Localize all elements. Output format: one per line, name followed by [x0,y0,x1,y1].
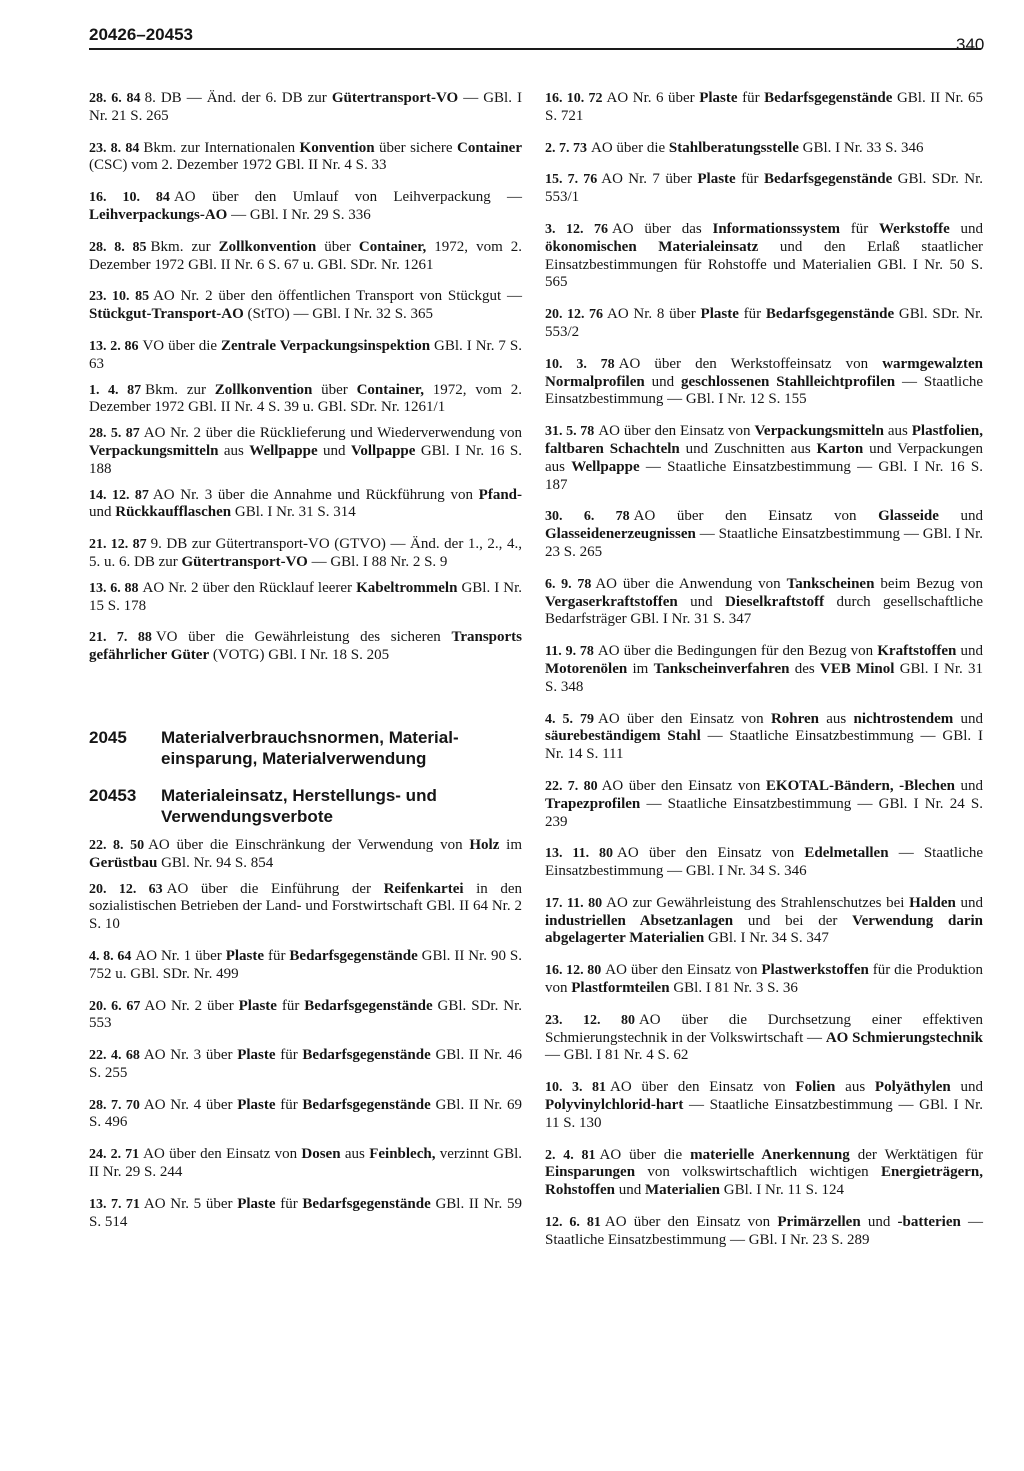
entry-text: Bkm. zur Internationalen [143,139,300,156]
keyword-text: Glasseidenerzeugnissen [545,526,696,543]
entry-text: GBl. I Nr. 34 S. 347 [704,930,829,947]
entry-text: verzinnt GBl. II Nr. 29 S. 244 [89,1146,522,1181]
keyword-text: Edelmetallen [804,845,889,862]
keyword-text: Verwendung darin abgelagerter Materialien [545,912,984,947]
entry-text: von volkswirtschaftlich wichtigen [635,1164,881,1181]
keyword-text: Tankscheinen [786,575,875,592]
entry-text: AO über den Werkstoffeinsatz von [618,355,883,372]
entry-date: 22. 8. 50 [89,837,145,853]
entry-text: AO über den Umlauf von Leihverpackung — [173,189,522,206]
keyword-text: Zentrale Verpackungsinspektion [221,337,431,354]
entry-text: und [615,1182,645,1199]
entry-date: 16. 10. 84 [89,190,170,206]
entry-text: AO Nr. 8 über [606,306,701,323]
entry-text: VO über die [142,337,222,354]
entry-text: GBl. Nr. 94 S. 854 [157,854,274,871]
entry-text: Bkm. zur [145,381,215,398]
entry-date: 23. 8. 84 [89,140,140,156]
running-header-range: 20426–20453 [89,25,194,44]
keyword-text: Plastfolien, faltbaren Schachteln [545,423,983,457]
keyword-text: Einsparungen [545,1164,636,1181]
entry-date: 15. 7. 76 [545,172,598,188]
entry-text: GBl. II Nr. 65 S. 721 [545,90,984,124]
entry-text: aus [835,1079,875,1096]
law-entry [89,189,522,225]
entry-date: 2. 4. 81 [545,1147,596,1163]
law-entry [545,90,983,126]
entry-text: GBl. I Nr. 31 S. 348 [545,660,983,695]
keyword-text: Plastformteilen [571,980,670,997]
keyword-text: Leihverpackungs-AO [89,206,228,223]
keyword-text: ökonomischen Materialeinsatz [545,238,759,255]
keyword-text: Verpackungsmitteln [754,423,884,440]
entry-date: 4. 8. 64 [89,948,132,964]
keyword-text: Dosen [301,1146,341,1163]
keyword-text: Karton [816,440,864,457]
entry-date: 16. 12. 80 [545,963,602,979]
entry-text: für [738,306,766,323]
entry-date: 22. 4. 68 [89,1048,140,1064]
keyword-text: Feinblech, [369,1146,436,1163]
entry-text: — GBl. I 81 Nr. 4 S. 62 [545,1047,689,1064]
entry-date: 3. 12. 76 [545,221,608,237]
entry-text: AO Nr. 2 über den öffentlichen Transport von Stückgut — [153,288,522,305]
entry-text: Bkm. zur [150,238,219,255]
entry-text: und Zuschnitten aus [679,440,817,457]
section-code: 20453 [89,785,137,805]
entry-text: und den Erlaß staatlicher Einsatzbestimmungen für Rohstoffe und Materialien GBl. I Nr. 50 S. 565 [545,238,983,291]
entry-text: und [89,504,116,521]
entry-text: AO Nr. 6 über [606,90,700,106]
keyword-text: Polyvinylchlorid-hart [545,1097,684,1114]
entry-text: — Staatliche Einsatzbestimmung — GBl. I Nr. 24 S. 239 [545,795,983,830]
keyword-text: Container [457,139,522,156]
keyword-text: Wellpappe [571,458,640,475]
entry-text: für [276,997,305,1014]
law-entry [545,895,983,948]
right-column [545,90,983,1250]
entry-text: GBl. II Nr. 69 S. 496 [89,1096,523,1131]
entry-date: 21. 12. 87 [89,537,147,553]
law-entry [89,425,522,478]
left-entries-transport [89,90,522,665]
entry-text: und [317,442,351,459]
entry-text: und bei der [733,912,853,929]
keyword-text: Folien [795,1079,836,1096]
keyword-text: Vollpappe [350,442,416,459]
entry-text: und [938,508,984,525]
keyword-text: Plaste [700,306,739,323]
law-entry [545,171,983,207]
entry-text: 8. DB — Änd. der 6. DB zur [144,90,332,106]
law-entry [545,643,983,696]
entry-text: AO über das [611,220,713,237]
entry-date: 4. 5. 79 [545,711,595,727]
law-entry [89,1047,522,1083]
entry-date: 11. 9. 78 [545,644,594,660]
law-entry [89,338,522,374]
entry-text: der Werktätigen für [849,1146,984,1163]
entry-text: — Staatliche Einsatzbestimmung — GBl. I Nr. 23 S. 265 [545,526,983,560]
entry-text: und [950,1079,984,1096]
entry-text: AO Nr. 2 über den Rücklauf leerer [142,579,357,596]
entry-text: für [275,1195,303,1212]
law-entry [89,90,522,126]
entry-text: AO über die Einschränkung der Verwendung von [148,836,470,853]
entry-text: AO über den Einsatz von [610,1079,796,1096]
entry-text: — Staatliche Einsatzbestimmung — GBl. I Nr. 16 S. 187 [545,458,983,493]
keyword-text: Trapezprofilen [545,795,641,812]
entry-text: beim Bezug von [874,575,983,592]
header-rule [89,48,981,50]
entry-text: GBl. SDr. Nr. 553/2 [545,306,983,340]
entry-text: AO über den Einsatz von [598,423,755,440]
entry-text: AO Nr. 2 über [144,997,239,1014]
entry-text: für [275,1047,303,1064]
entry-date: 23. 12. 80 [545,1012,635,1028]
law-entry [545,845,983,881]
keyword-text: Reifenkartei [383,880,464,897]
keyword-text: Kraftstoffen [877,643,957,660]
entry-text: (CSC) vom 2. Dezember 1972 GBl. II Nr. 4 S. 33 [89,157,387,174]
law-entry [89,288,522,324]
left-column [89,90,522,1231]
keyword-text: Zollkonvention [218,238,317,255]
entry-text: — Staatliche Einsatzbestimmung — GBl. I Nr. 11 S. 130 [545,1097,983,1131]
keyword-text: EKOTAL-Bändern, -Blechen [765,777,955,794]
law-entry [89,580,522,616]
entry-text: GBl. I Nr. 31 S. 314 [231,504,356,521]
entry-text: AO Nr. 5 über [143,1195,238,1212]
entry-text: GBl. II Nr. 90 S. 752 u. GBl. SDr. Nr. 499 [89,947,523,982]
law-entry [545,508,983,561]
law-entry [89,239,522,275]
law-entry [545,576,983,629]
entry-text: für [839,220,879,237]
keyword-text: Verpackungsmitteln [89,442,219,459]
entry-text: (StTO) — GBl. I Nr. 32 S. 365 [243,306,434,323]
entry-text: AO über den Einsatz von [598,710,771,727]
entry-date: 2. 7. 73 [545,140,587,156]
entry-date: 28. 5. 87 [89,426,140,442]
keyword-text: Bedarfsgegenstände [304,997,433,1014]
keyword-text: -batterien [897,1214,961,1231]
entry-text: AO über die [599,1146,691,1163]
entry-text: GBl. II Nr. 46 S. 255 [89,1047,523,1081]
entry-text: und [956,643,983,660]
section-heading-20453 [89,785,522,827]
entry-text: AO über die Einführung der [166,880,384,897]
entry-text: AO Nr. 3 über [143,1047,238,1064]
entry-text: (VOTG) GBl. I Nr. 18 S. 205 [209,647,390,664]
keyword-text: Plaste [237,1195,276,1212]
entry-text: über [316,238,359,255]
keyword-text: Stahlberatungsstelle [668,139,799,156]
entry-text: — Staatliche Einsatzbestimmung — GBl. I Nr. 14 S. 111 [545,728,983,763]
entry-text: aus [819,710,854,727]
keyword-text: Dieselkraftstoff [725,593,825,610]
keyword-text: Rückkaufflaschen [115,504,232,521]
keyword-text: Container, [356,381,424,398]
law-entry [89,837,522,873]
keyword-text: Bedarfsgegenstände [764,90,893,106]
law-entry [89,1146,522,1182]
keyword-text: Materialien [645,1182,720,1199]
keyword-text: Energieträgern, Rohstoffen [545,1164,983,1199]
entry-text: für [275,1096,303,1113]
law-entry [89,536,522,572]
entry-text: AO über den Einsatz von [601,777,766,794]
section-code: 2045 [89,727,127,747]
section-heading-2045 [89,727,522,769]
entry-text: für die Produktion von [545,962,983,997]
keyword-text: warmgewalzten Normalprofilen [545,355,984,390]
entry-date: 28. 6. 84 [89,91,141,106]
entry-text: AO über den Einsatz von [143,1146,302,1163]
entry-date: 12. 6. 81 [545,1215,601,1231]
entry-text: — Staatliche Einsatzbestimmung — GBl. I Nr. 12 S. 155 [545,373,984,408]
entry-date: 17. 11. 80 [545,895,603,911]
law-entry [545,221,983,292]
keyword-text: Primärzellen [777,1214,861,1231]
entry-text: für [735,171,764,188]
entry-text: AO über die Durchsetzung einer effektiven Schmierungstechnik in der Volkswirtschaft — [545,1011,983,1046]
keyword-text: Motorenölen [545,660,628,677]
keyword-text: Container, [358,238,427,255]
entry-text: GBl. I Nr. 7 S. 63 [89,337,522,372]
entry-date: 23. 10. 85 [89,289,150,305]
keyword-text: Polyäthylen [874,1079,951,1096]
right-entries [545,90,983,1250]
law-entry [89,487,522,523]
keyword-text: Plaste [238,997,277,1014]
entry-text: im [627,660,654,677]
entry-text: AO Nr. 2 über die Rücklieferung und Wiederverwendung von [143,425,522,442]
entry-date: 31. 5. 78 [545,424,595,440]
entry-date: 28. 7. 70 [89,1097,140,1113]
entry-text: und [955,894,984,911]
law-entry [89,140,522,176]
section-title: Materialverbrauchsnormen, Material- einsparung, Materialverwendung [161,727,459,768]
keyword-text: Bedarfsgegenstände [765,306,895,323]
keyword-text: Pfand- [478,486,522,503]
law-entry [545,1214,983,1250]
entry-text: durch gesellschaftliche Bedarfsträger GBl. I Nr. 31 S. 347 [545,593,983,628]
law-entry [545,140,983,158]
entry-text: AO über die Bedingungen für den Bezug von [597,643,878,660]
keyword-text: Gütertransport-VO [331,90,459,106]
law-entry [89,1196,522,1232]
entry-text: 1972, vom 2. Dezember 1972 GBl. II Nr. 4 S. 39 u. GBl. SDr. Nr. 1261/1 [89,381,523,416]
keyword-text: Bedarfsgegenstände [302,1195,431,1212]
entry-date: 21. 7. 88 [89,630,152,646]
entry-text: und Verpackungen aus [545,440,983,475]
law-entry [545,1012,983,1065]
entry-text: und [677,593,725,610]
keyword-text: nichtrostendem [853,710,954,727]
keyword-text: Tankscheinverfahren [653,660,790,677]
keyword-text: industriellen Absetzanlagen [545,912,734,929]
entry-date: 14. 12. 87 [89,487,149,503]
entry-date: 20. 12. 76 [545,307,603,323]
entry-text: aus [218,442,250,459]
section-title: Materialeinsatz, Herstellungs- und Verwendungsverbote [161,785,437,826]
law-entry [545,356,983,409]
entry-text: AO zur Gewährleistung des Strahlenschutzes bei [606,894,910,911]
entry-text: 1972, vom 2. Dezember 1972 GBl. II Nr. 6 S. 67 u. GBl. SDr. Nr. 1261 [89,238,523,273]
entry-text: des [789,660,820,677]
law-entry [89,881,522,934]
keyword-text: Konvention [299,139,375,156]
entry-text: — GBl. I Nr. 29 S. 336 [227,206,371,223]
entry-text: AO Nr. 3 über die Annahme und Rückführung von [152,486,479,503]
entry-text: GBl. I 81 Nr. 3 S. 36 [669,980,798,997]
keyword-text: Bedarfsgegenstände [302,1047,431,1064]
entry-date: 16. 10. 72 [545,91,603,106]
entry-text: im [499,836,522,853]
keyword-text: VEB Minol [819,660,895,677]
keyword-text: Holz [469,836,500,853]
entry-text: und [954,777,983,794]
entry-text: und [949,220,983,237]
law-entry [545,306,983,342]
entry-date: 13. 6. 88 [89,580,139,596]
keyword-text: Bedarfsgegenstände [289,947,418,964]
entry-text: AO über den Einsatz von [605,962,762,979]
entry-text: AO über den Einsatz von [604,1214,778,1231]
keyword-text: AO Schmierungstechnik [825,1029,983,1046]
keyword-text: Transports gefährlicher Güter [89,629,522,664]
keyword-text: Wellpappe [249,442,318,459]
keyword-text: Rohren [770,710,819,727]
entry-text: über [312,381,357,398]
keyword-text: Plaste [237,1096,276,1113]
keyword-text: geschlossenen Stahlleichtprofilen [680,373,896,390]
law-entry [89,382,522,418]
law-entry [89,1097,522,1133]
law-entry [545,423,983,494]
keyword-text: Gütertransport-VO [181,553,308,570]
entry-date: 10. 3. 78 [545,356,615,372]
keyword-text: Vergaserkraftstoffen [545,593,678,610]
law-entry [89,998,522,1034]
entry-date: 20. 6. 67 [89,998,141,1014]
entry-text: GBl. SDr. Nr. 553/1 [545,171,983,206]
law-entry [89,948,522,984]
entry-text: AO Nr. 1 über [135,947,226,964]
entry-text: VO über die Gewährleistung des sicheren [155,629,452,646]
left-entries-material [89,837,522,1232]
entry-text: AO über den Einsatz von [617,845,805,862]
entry-text: und [860,1214,898,1231]
entry-text: GBl. I Nr. 33 S. 346 [798,139,924,156]
entry-text: GBl. II Nr. 59 S. 514 [89,1195,523,1230]
keyword-text: Glasseide [878,508,939,525]
entry-date: 13. 7. 71 [89,1196,140,1212]
entry-date: 13. 2. 86 [89,338,139,354]
entry-text: AO über den Einsatz von [633,508,879,525]
entry-date: 22. 7. 80 [545,778,598,794]
keyword-text: Plaste [699,90,738,106]
law-entry [545,711,983,764]
law-entry [545,778,983,831]
keyword-text: Informationssystem [712,220,840,237]
entry-text: und [953,710,984,727]
entry-text: für [737,90,765,106]
entry-text: aus [340,1146,370,1163]
entry-date: 6. 9. 78 [545,576,592,592]
entry-text: AO über die [591,139,669,156]
entry-text: über sichere [374,139,457,156]
keyword-text: Plastwerkstoffen [761,962,869,979]
entry-date: 28. 8. 85 [89,239,147,255]
keyword-text: Zollkonvention [214,381,313,398]
keyword-text: Bedarfsgegenstände [763,171,893,188]
keyword-text: Bedarfsgegenstände [302,1096,431,1113]
entry-text: — Staatliche Einsatzbestimmung — GBl. I Nr. 23 S. 289 [545,1214,984,1248]
keyword-text: Kabeltrommeln [356,579,458,596]
entry-text: AO über die Anwendung von [595,575,787,592]
entry-date: 1. 4. 87 [89,382,142,398]
entry-date: 20. 12. 63 [89,881,163,897]
entry-text: 9. DB zur Gütertransport-VO (GTVO) — Änd. der 1., 2., 4., 5. u. 6. DB zur [89,536,522,570]
entry-text: AO Nr. 4 über [143,1096,238,1113]
entry-text: — GBl. I Nr. 21 S. 265 [89,90,522,124]
entry-text: GBl. SDr. Nr. 553 [89,997,522,1032]
entry-date: 24. 2. 71 [89,1147,140,1163]
law-entry [545,1147,983,1200]
entry-text: — Staatliche Einsatzbestimmung — GBl. I Nr. 34 S. 346 [545,845,983,880]
keyword-text: Stückgut-Transport-AO [89,306,244,323]
page-number: 340 [956,35,985,54]
law-entry [545,962,983,998]
keyword-text: Werkstoffe [878,220,950,237]
entry-text: aus [883,423,912,440]
entry-text: GBl. I Nr. 16 S. 188 [89,442,523,477]
entry-date: 13. 11. 80 [545,846,614,862]
law-entry [89,629,522,665]
keyword-text: säurebeständigem Stahl [545,728,701,745]
entry-date: 10. 3. 81 [545,1080,607,1096]
keyword-text: Halden [909,894,956,911]
entry-text: AO Nr. 7 über [601,171,698,188]
keyword-text: materielle Anerkennung [690,1146,850,1163]
law-entry [545,1079,983,1132]
keyword-text: Gerüstbau [89,854,158,871]
keyword-text: Plaste [225,947,265,964]
keyword-text: Plaste [697,171,736,188]
entry-text: GBl. I Nr. 11 S. 124 [719,1182,845,1199]
entry-text: in den sozialistischen Betrieben der Land- und Forstwirtschaft GBl. II 64 Nr. 2 S. 10 [89,880,522,933]
entry-date: 30. 6. 78 [545,509,630,525]
keyword-text: Plaste [237,1047,276,1064]
entry-text: für [264,947,290,964]
entry-text: — GBl. I 88 Nr. 2 S. 9 [307,553,448,570]
entry-text: und [644,373,681,390]
entry-text: GBl. I Nr. 15 S. 178 [89,579,523,614]
